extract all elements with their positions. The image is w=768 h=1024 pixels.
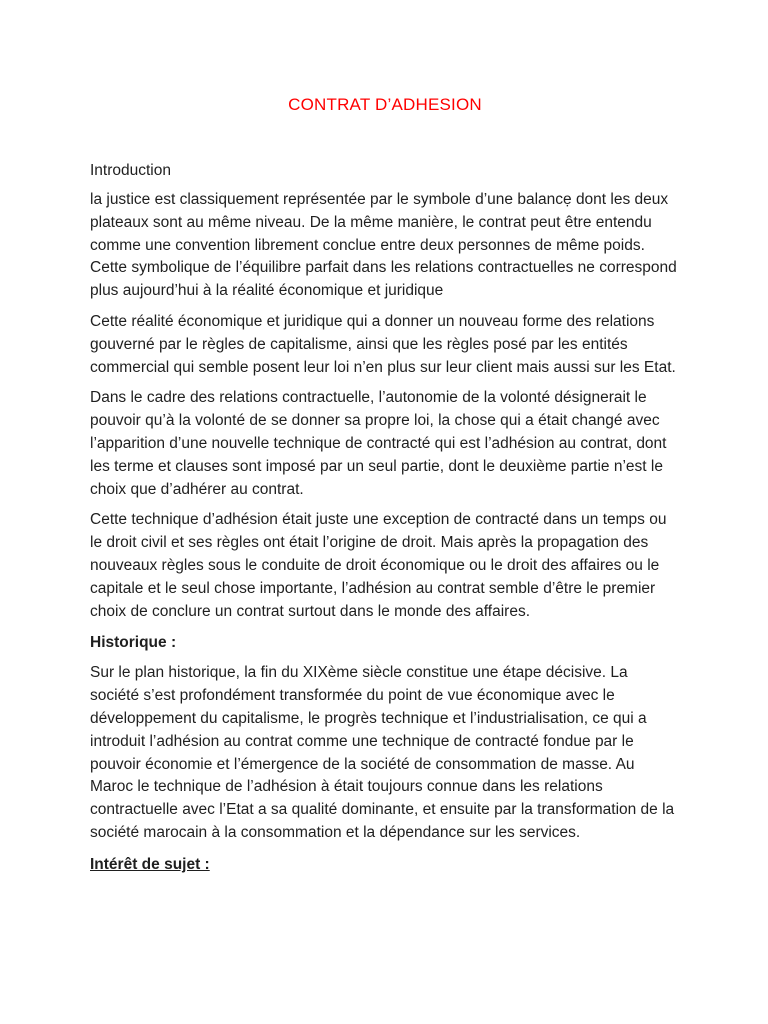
paragraph-intro-3: Dans le cadre des relations contractuelle, l’autonomie de la volonté désignerait le pouvoir qu’à la volonté de se donner sa propre loi, la chose qui a était changé avec l’apparition d’une nouvelle technique de contracté qui est l’adhésion au contrat, dont les terme et clauses sont imposé par un seul partie, dont le deuxième partie n’est le choix que d’adhérer au contrat. xyxy=(90,389,667,498)
paragraph-intro-4: Cette technique d’adhésion était juste une exception de contracté dans un temps ou le droit civil et ses règles ont était l’origine de droit. Mais après la propagation des nouveaux règles sous le conduite de droit économique ou le droit des affaires ou le capitale et le seul chose importante, l’adhésion au contrat semble d’être le premier choix de conclure un contrat surtout dans le monde des affaires. xyxy=(90,511,667,620)
paragraph-intro-1: la justice est classiquement représentée par le symbole d’une balancẹ dont les deux plateaux sont au même niveau. De la même manière, le contrat peut être entendu comme une convention librement conclue entre deux personnes de même poids. Cette symbolique de l’équilibre parfait dans les relations contractuelles ne correspond plus aujourd’hui à la réalité économique et juridique xyxy=(90,191,677,300)
interet-heading: Intérêt de sujet : xyxy=(90,855,210,873)
paragraph-intro-2: Cette réalité économique et juridique qui a donner un nouveau forme des relations gouverné par le règles de capitalisme, ainsi que les règles posé par les entités commercial qui semble posent leur loi n’en plus sur leur client mais aussi sur les Etat. xyxy=(90,312,676,376)
document-title: CONTRAT D’ADHESION xyxy=(288,95,482,114)
historique-heading: Historique : xyxy=(90,634,177,652)
historique-paragraph: Sur le plan historique, la fin du XIXème siècle constitue une étape décisive. La société s’est profondément transformée du point de vue économique avec le développement du capitalisme, le progrès technique et l’industrialisation, ce qui a introduit l’adhésion au contrat comme une technique de contracté fondue par le pouvoir économie et l’émergence de la société de consommation de masse. Au Maroc le technique de l’adhésion à était toujours connue dans les relations contractuelle avec l’Etat a sa qualité dominante, et ensuite par la transformation de la société marocain à la consommation et la dépendance sur les services. xyxy=(90,664,675,841)
introduction-label: Introduction xyxy=(90,162,171,179)
